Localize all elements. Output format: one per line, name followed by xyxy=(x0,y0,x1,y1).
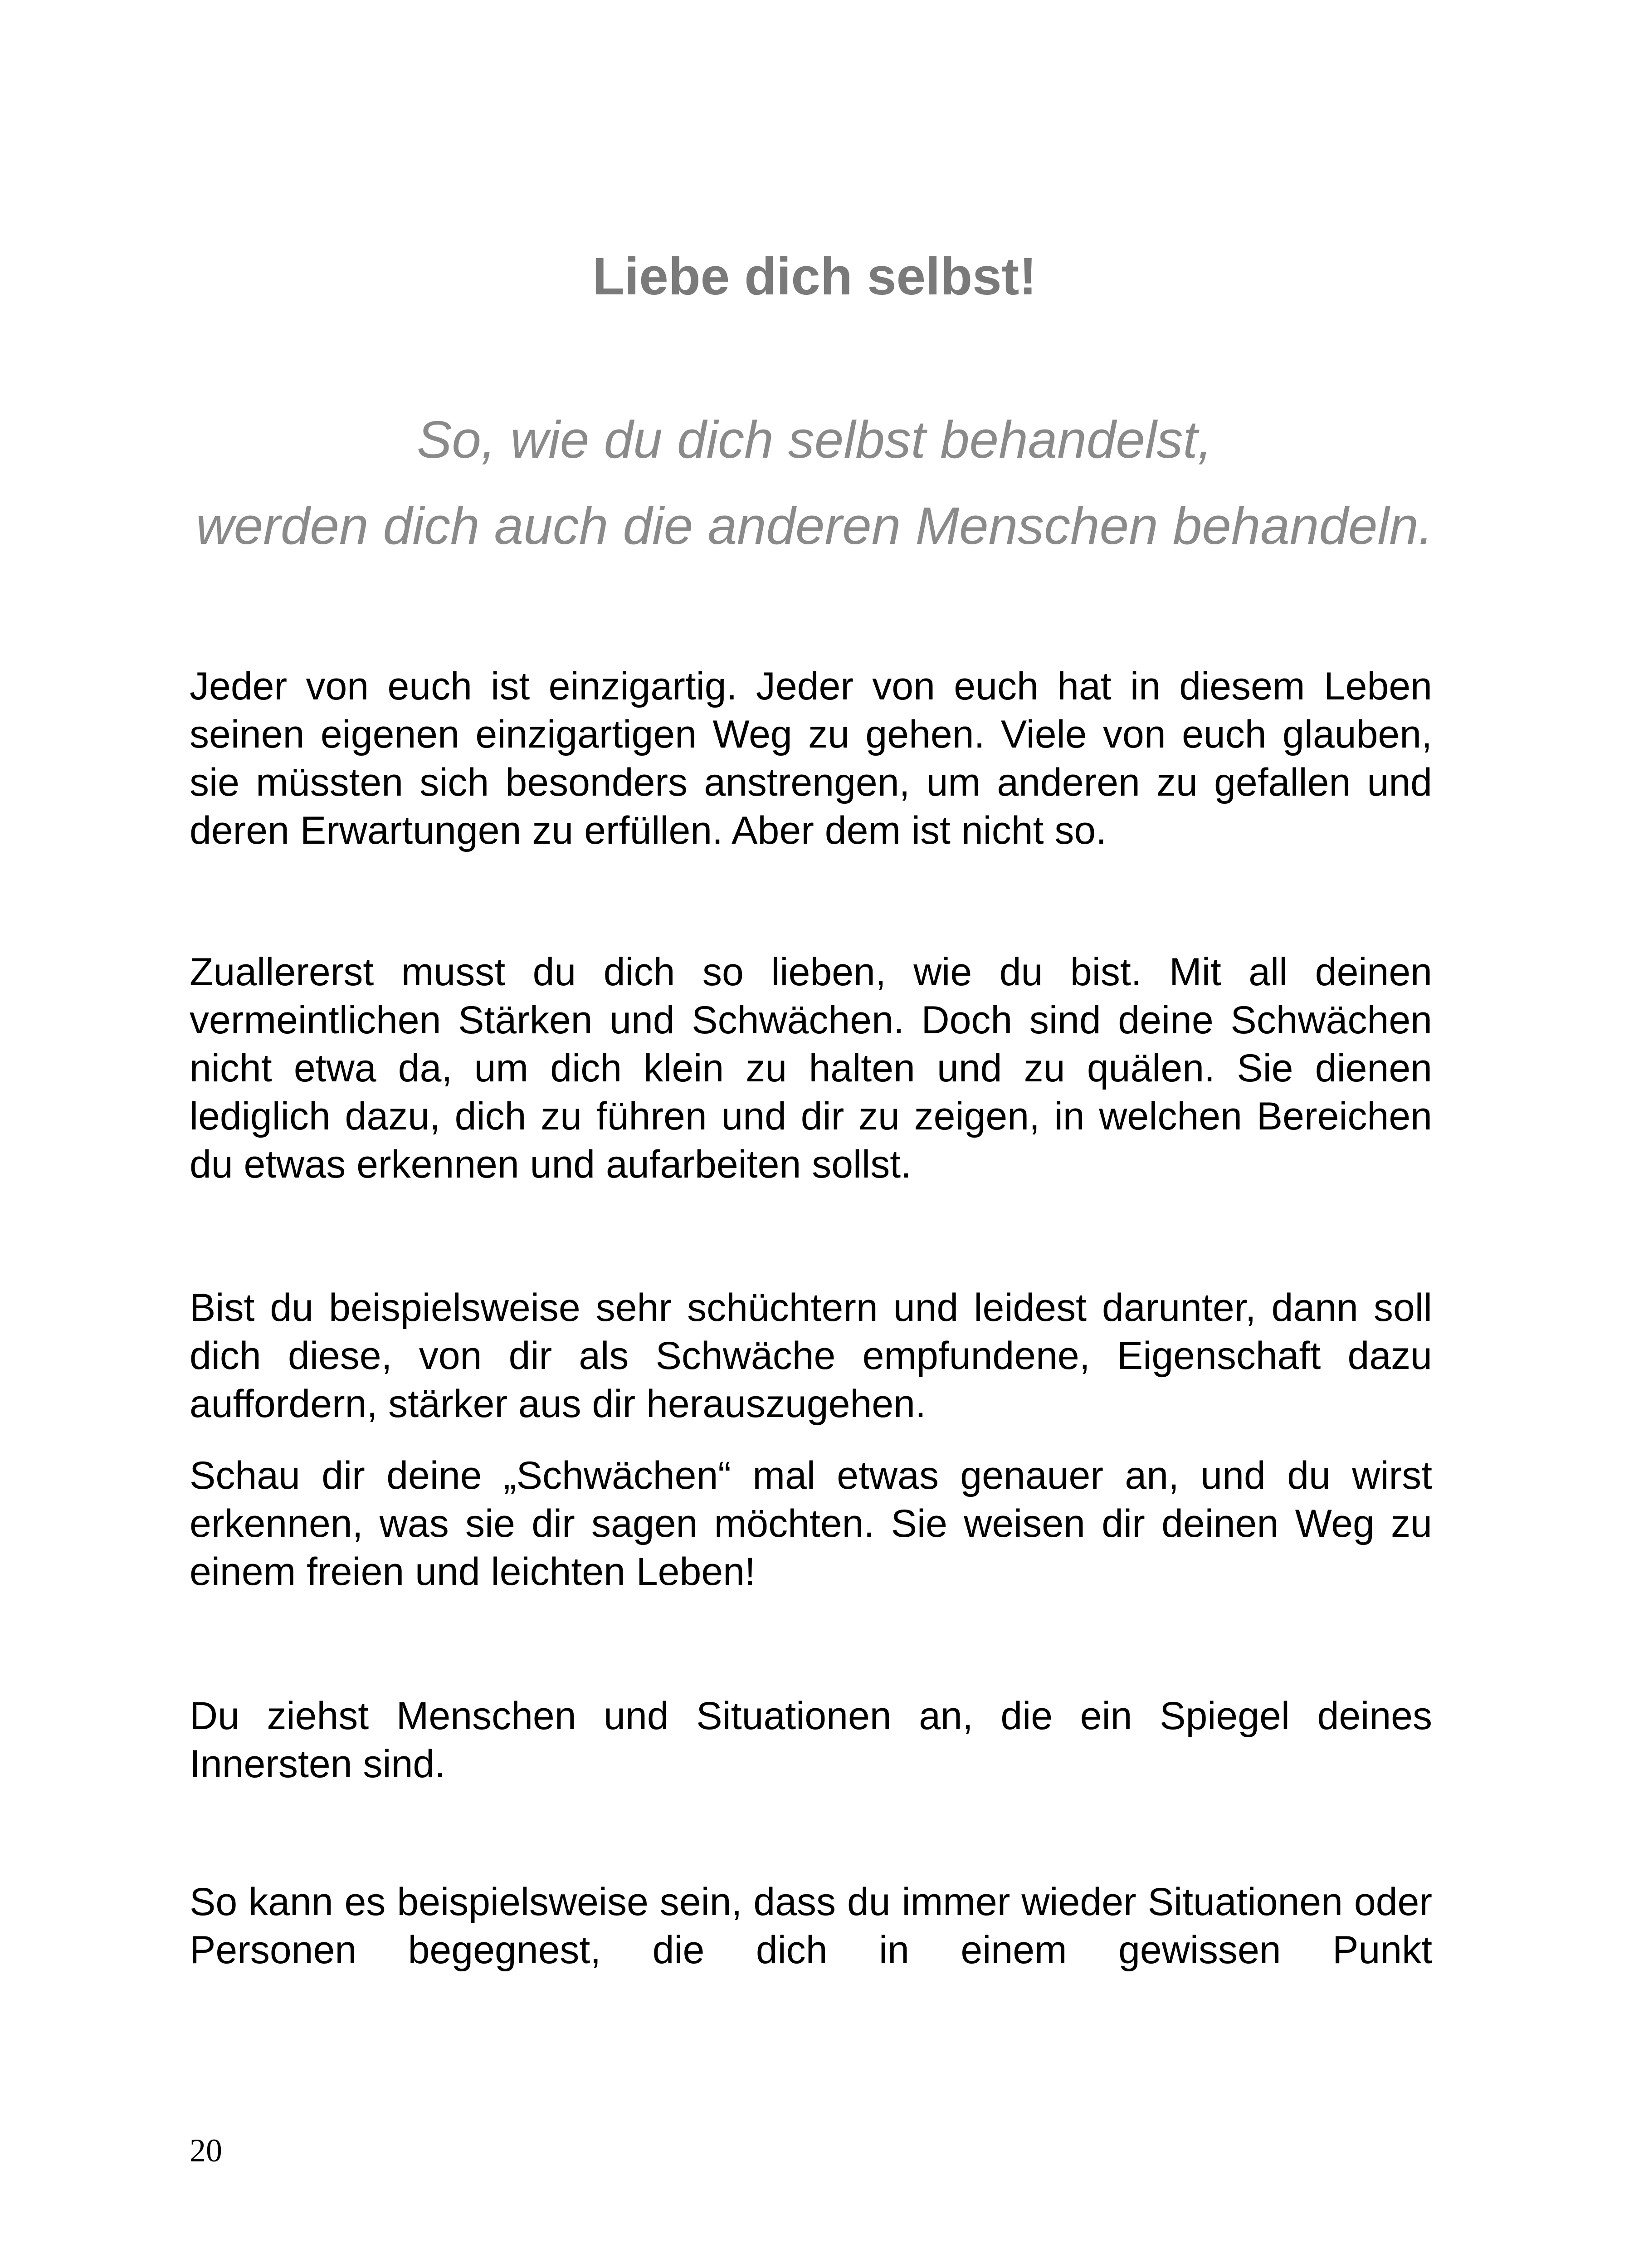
body-paragraph-5: Du ziehst Menschen und Situationen an, die ein Spiegel deines Innersten sind. xyxy=(190,1694,1432,1786)
chapter-title: Liebe dich selbst! xyxy=(592,247,1037,306)
body-paragraph-1: Jeder von euch ist einzigartig. Jeder von euch hat in diesem Leben seinen eigenen einzigartigen Weg zu gehen. Viele von euch glauben, sie müssten sich besonders anstrengen, um anderen zu gefallen und deren Erwartungen zu erfüllen. Aber dem ist nicht so. xyxy=(190,665,1432,852)
page-number: 20 xyxy=(190,2132,222,2169)
body-paragraph-4: Schau dir deine „Schwächen“ mal etwas genauer an, und du wirst erkennen, was sie dir sagen möchten. Sie weisen dir deinen Weg zu einem freien und leichten Leben! xyxy=(190,1454,1432,1593)
chapter-subtitle-line-2: werden dich auch die anderen Menschen behandeln. xyxy=(196,496,1433,555)
body-paragraph-2: Zuallererst musst du dich so lieben, wie du bist. Mit all deinen vermeintlichen Stärken und Schwächen. Doch sind deine Schwächen nicht etwa da, um dich klein zu halten und zu quälen. Sie dienen lediglich dazu, dich zu führen und dir zu zeigen, in welchen Bereichen du etwas erkennen und aufarbeiten sollst. xyxy=(190,950,1432,1186)
body-paragraph-3: Bist du beispielsweise sehr schüchtern und leidest darunter, dann soll dich diese, von dir als Schwäche empfundene, Eigenschaft dazu auffordern, stärker aus dir herauszugehen. xyxy=(190,1286,1432,1426)
body-paragraph-6: So kann es beispielsweise sein, dass du immer wieder Situationen oder Personen begegnest, die dich in einem gewissen Punkt xyxy=(190,1880,1432,1972)
chapter-subtitle-line-1: So, wie du dich selbst behandelst, xyxy=(417,410,1212,469)
